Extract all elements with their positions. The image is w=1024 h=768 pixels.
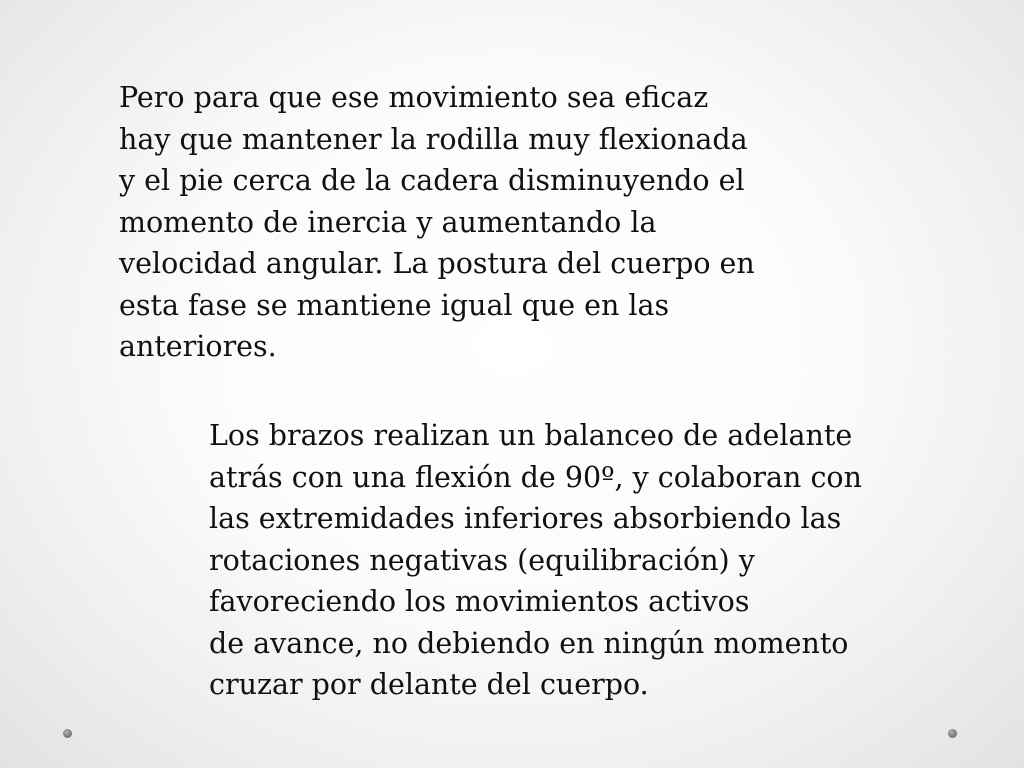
paragraph-arm-movement [209, 415, 862, 706]
text-line: hay que mantener la rodilla muy flexionada [119, 122, 748, 156]
text-line: Pero para que ese movimiento sea eficaz [119, 81, 709, 114]
text-line: cruzar por delante del cuerpo. [209, 668, 649, 701]
paragraph-leg-movement [119, 77, 755, 368]
text-line: favoreciendo los movimientos activos [209, 585, 750, 618]
text-line: rotaciones negativas (equilibración) y [209, 543, 755, 577]
bullet-dot-icon [948, 729, 957, 738]
text-line: las extremidades inferiores absorbiendo las [209, 502, 842, 535]
text-line: esta fase se mantiene igual que en las [119, 288, 670, 322]
text-line: de avance, no debiendo en ningún momento [209, 626, 849, 660]
text-line: y el pie cerca de la cadera disminuyendo el [119, 164, 745, 197]
text-line: anteriores. [119, 330, 277, 363]
text-line: momento de inercia y aumentando la [119, 205, 657, 239]
bullet-dot-icon [63, 729, 72, 738]
text-line: velocidad angular. La postura del cuerpo en [119, 247, 755, 280]
text-line: Los brazos realizan un balanceo de adelante [209, 419, 853, 452]
text-line: atrás con una flexión de 90º, y colaboran con [209, 460, 862, 494]
